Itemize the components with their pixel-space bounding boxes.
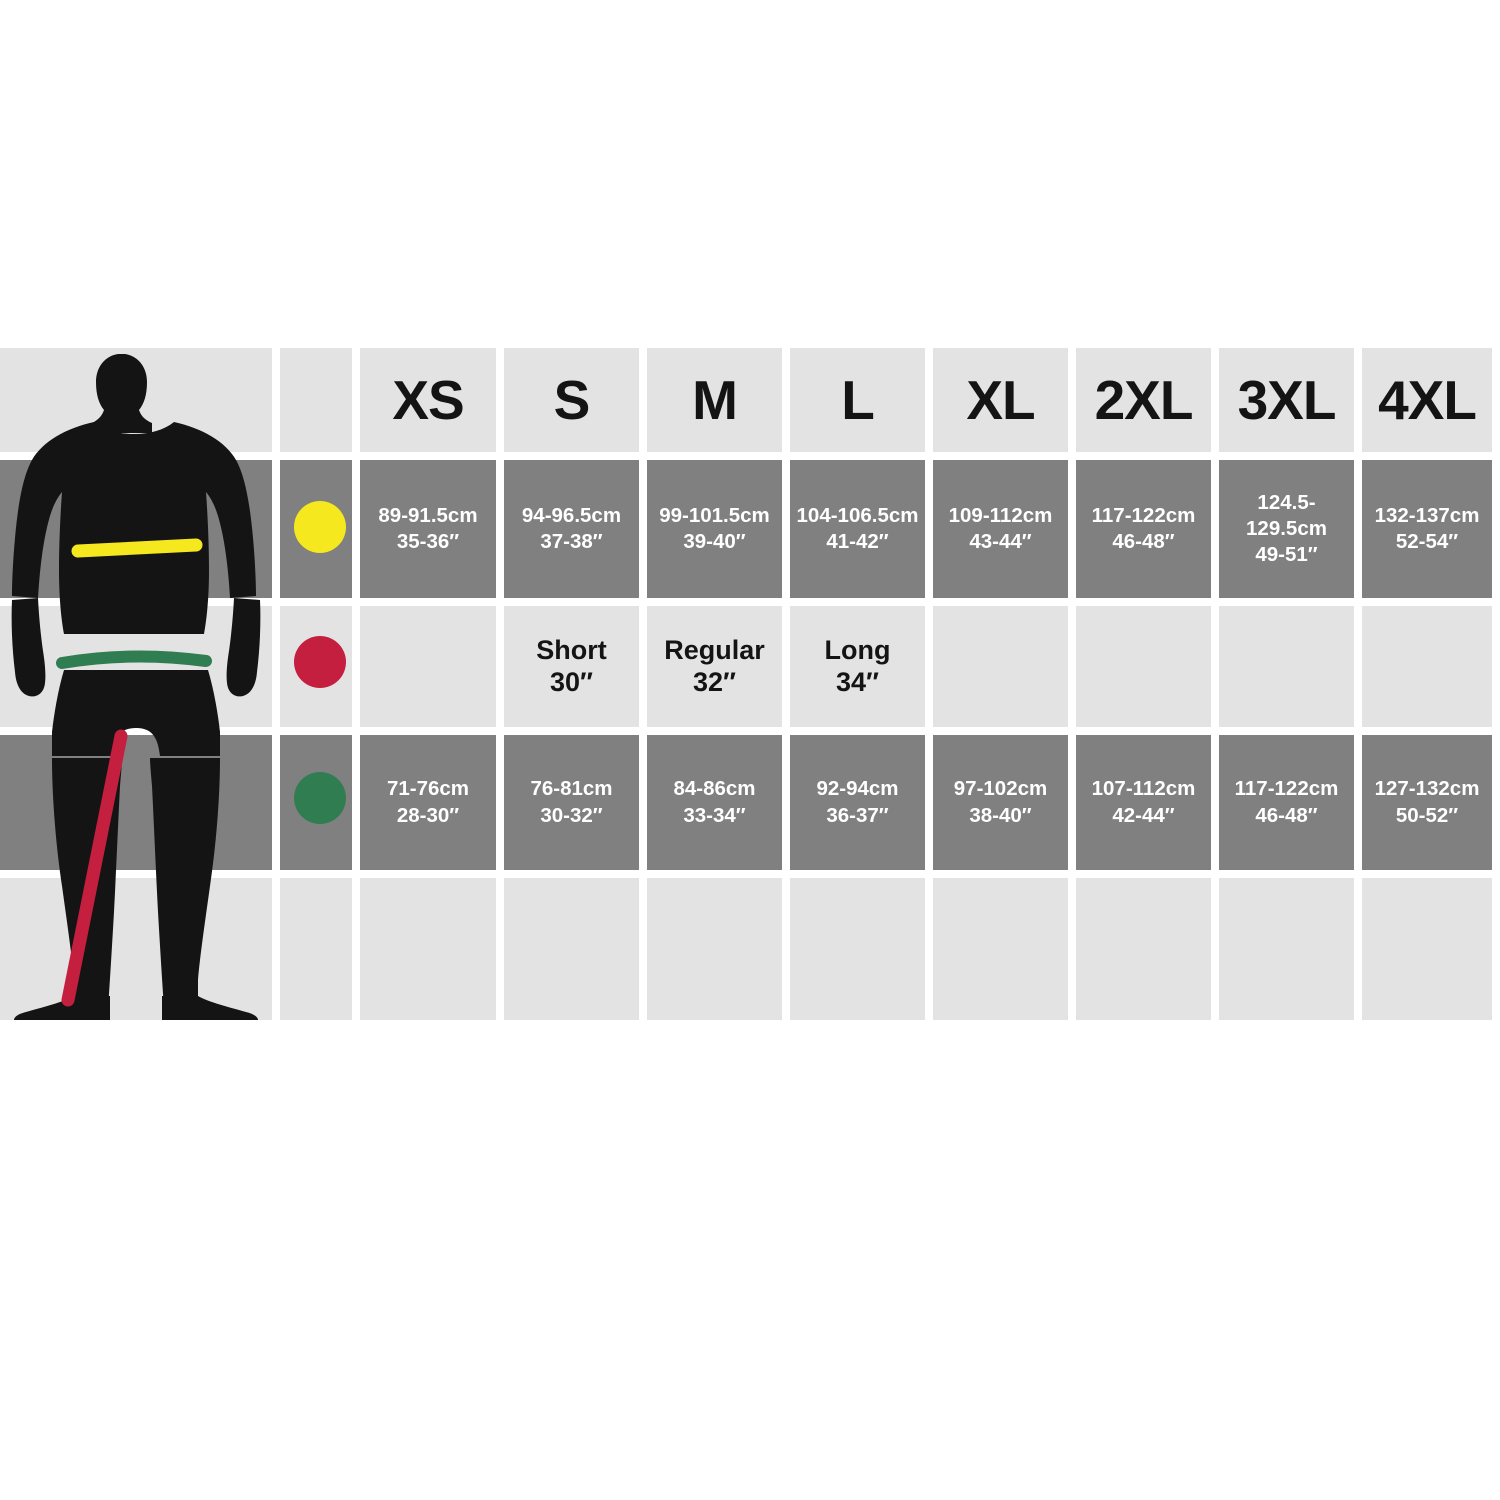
waist-value-s: 76-81cm 30-32″ xyxy=(530,777,613,827)
size-header-3xl: 3XL xyxy=(1237,368,1336,431)
chest-band xyxy=(78,545,196,551)
waist-value-m: 84-86cm 33-34″ xyxy=(673,777,756,827)
column-divider xyxy=(1492,348,1500,1020)
column-divider xyxy=(496,348,504,1020)
column-divider xyxy=(1354,348,1362,1020)
waist-value-l: 92-94cm 36-37″ xyxy=(816,777,899,827)
column-divider xyxy=(925,348,933,1020)
waist-value-2xl: 107-112cm 42-44″ xyxy=(1091,777,1196,827)
chest-value-2xl: 117-122cm 46-48″ xyxy=(1091,503,1196,553)
inside-leg-value-4xl xyxy=(1362,606,1492,727)
chest-value-xs: 89-91.5cm 35-36″ xyxy=(378,503,478,553)
inside-leg-value-xl xyxy=(933,606,1068,727)
waist-value-xl: 97-102cm 38-40″ xyxy=(953,777,1048,827)
waist-band xyxy=(62,656,206,663)
chest-value-3xl: 124.5-129.5cm 49-51″ xyxy=(1246,490,1327,567)
size-header-4xl: 4XL xyxy=(1378,368,1476,431)
size-header-xs: XS xyxy=(392,368,464,431)
size-chart-grid xyxy=(0,348,1500,1020)
inside-leg-value-m: Regular 32″ xyxy=(664,634,765,697)
waist-marker-dot xyxy=(294,772,346,824)
inside-leg-value-xs xyxy=(360,606,496,727)
waist-value-4xl: 127-132cm 50-52″ xyxy=(1374,777,1480,827)
chest-value-m: 99-101.5cm 39-40″ xyxy=(659,503,770,553)
size-chart xyxy=(0,348,1500,1020)
waist-value-xs: 71-76cm 28-30″ xyxy=(386,777,470,827)
column-divider xyxy=(1211,348,1219,1020)
column-divider xyxy=(272,348,280,1020)
chest-value-xl: 109-112cm 43-44″ xyxy=(948,503,1053,553)
column-divider xyxy=(782,348,790,1020)
inside-leg-value-2xl xyxy=(1076,606,1211,727)
size-header-l: L xyxy=(841,368,874,431)
chest-marker-dot xyxy=(294,501,346,553)
column-divider xyxy=(1068,348,1076,1020)
chest-value-l: 104-106.5cm 41-42″ xyxy=(796,503,919,553)
chest-value-s: 94-96.5cm 37-38″ xyxy=(521,503,622,553)
chest-value-4xl: 132-137cm 52-54″ xyxy=(1374,503,1480,553)
size-header-m: M xyxy=(692,368,737,431)
column-divider xyxy=(639,348,647,1020)
inside-leg-value-3xl xyxy=(1219,606,1354,727)
size-header-s: S xyxy=(553,368,590,431)
inside-leg-marker-dot xyxy=(294,636,346,688)
size-header-xl: XL xyxy=(966,368,1035,431)
inside-leg-value-l: Long 34″ xyxy=(824,634,891,697)
size-header-2xl: 2XL xyxy=(1094,368,1193,431)
column-divider xyxy=(352,348,360,1020)
waist-value-3xl: 117-122cm 46-48″ xyxy=(1234,777,1339,827)
inside-leg-value-s: Short 30″ xyxy=(536,634,607,697)
body-silhouette xyxy=(0,348,272,1020)
